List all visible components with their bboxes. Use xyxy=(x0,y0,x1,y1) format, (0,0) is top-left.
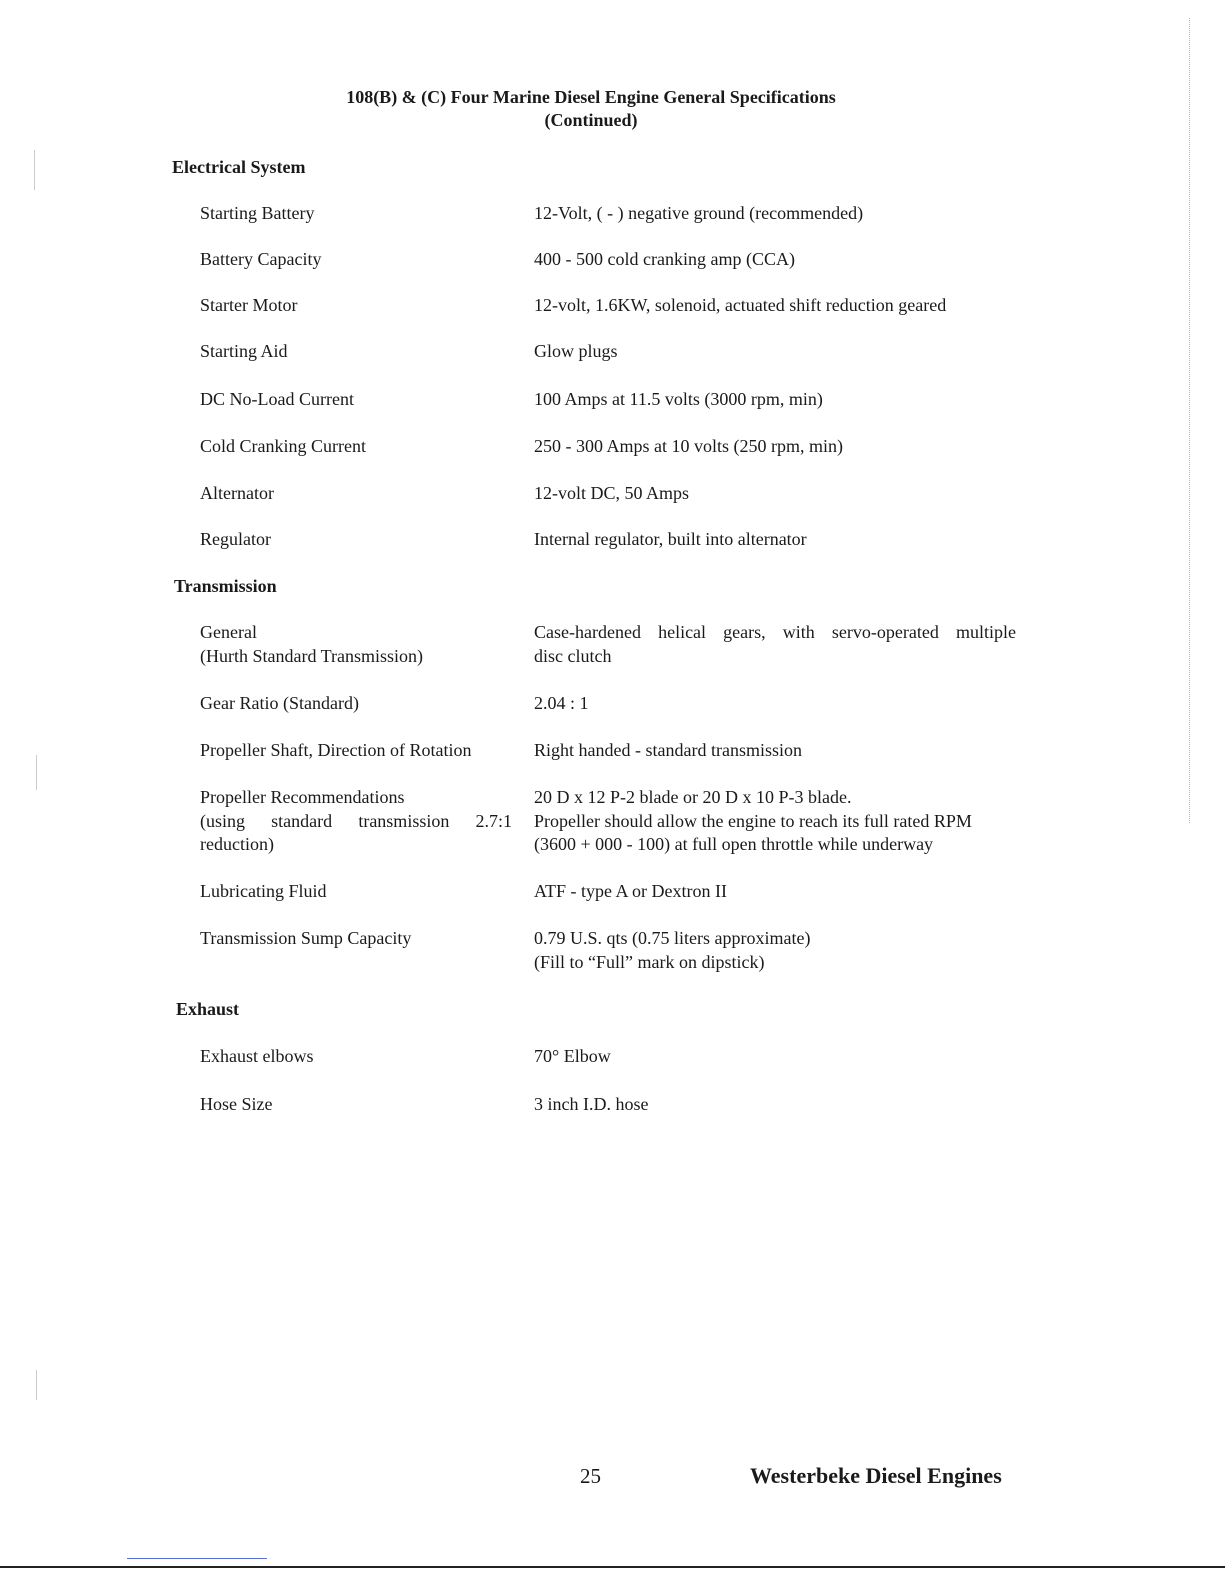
spec-label: Propeller Shaft, Direction of Rotation xyxy=(200,740,472,760)
spec-value-line: disc clutch xyxy=(534,645,612,666)
scan-edge-line xyxy=(1189,18,1191,823)
section-heading-electrical: Electrical System xyxy=(172,157,306,177)
spec-label: Hose Size xyxy=(200,1094,273,1114)
spec-value-line: (Fill to “Full” mark on dipstick) xyxy=(534,951,765,972)
spec-label: Transmission Sump Capacity xyxy=(200,928,412,948)
spec-label: Gear Ratio (Standard) xyxy=(200,693,359,713)
spec-value: 3 inch I.D. hose xyxy=(534,1094,649,1114)
spec-value-line: Propeller should allow the engine to reach its full rated RPM xyxy=(534,810,972,831)
section-heading-exhaust: Exhaust xyxy=(176,999,240,1019)
section-heading-transmission: Transmission xyxy=(174,576,277,596)
spec-label: Alternator xyxy=(200,483,274,503)
spec-label xyxy=(200,621,502,668)
spec-value xyxy=(534,786,1016,857)
scan-mark xyxy=(36,755,37,790)
spec-label: Starter Motor xyxy=(200,295,298,315)
spec-label-line: General xyxy=(200,622,257,642)
spec-label: DC No-Load Current xyxy=(200,389,354,409)
spec-label-line: (Hurth Standard Transmission) xyxy=(200,645,424,666)
spec-value: Right handed - standard transmission xyxy=(534,740,802,760)
spec-label: Starting Aid xyxy=(200,341,288,361)
spec-value-line: Case-hardened helical gears, with servo-operated multiple xyxy=(534,622,1016,642)
page-bottom-rule xyxy=(0,1566,1225,1568)
scan-mark xyxy=(36,1370,37,1400)
link-underline xyxy=(127,1558,267,1559)
spec-value-line: 0.79 U.S. qts (0.75 liters approximate) xyxy=(534,928,811,948)
spec-label: Regulator xyxy=(200,529,271,549)
spec-value: 100 Amps at 11.5 volts (3000 rpm, min) xyxy=(534,389,823,409)
spec-value: 2.04 : 1 xyxy=(534,693,589,713)
spec-label xyxy=(200,786,512,857)
scan-mark xyxy=(34,150,35,190)
spec-value: Glow plugs xyxy=(534,341,618,361)
page-number: 25 xyxy=(580,1464,601,1488)
spec-label: Exhaust elbows xyxy=(200,1046,314,1066)
footer-brand: Westerbeke Diesel Engines xyxy=(750,1463,1002,1488)
spec-label-line: (using standard transmission 2.7:1 xyxy=(200,810,512,831)
spec-value: ATF - type A or Dextron II xyxy=(534,881,727,901)
spec-label-line: reduction) xyxy=(200,834,274,854)
page-subtitle: (Continued) xyxy=(544,110,638,130)
spec-value: 12-Volt, ( - ) negative ground (recommended) xyxy=(534,203,864,223)
spec-label: Cold Cranking Current xyxy=(200,436,366,456)
spec-label: Starting Battery xyxy=(200,203,315,223)
spec-label: Battery Capacity xyxy=(200,249,322,269)
spec-value xyxy=(534,621,1016,668)
spec-label-line: Propeller Recommendations xyxy=(200,787,405,807)
spec-value-line: 20 D x 12 P-2 blade or 20 D x 10 P-3 blade. xyxy=(534,787,852,807)
spec-value-line: (3600 + 000 - 100) at full open throttle while underway xyxy=(534,834,934,854)
spec-value xyxy=(534,927,1016,974)
spec-value: 12-volt, 1.6KW, solenoid, actuated shift reduction geared xyxy=(534,295,947,315)
page-title: 108(B) & (C) Four Marine Diesel Engine General Specifications xyxy=(346,87,836,107)
spec-value: Internal regulator, built into alternator xyxy=(534,529,807,549)
spec-value: 400 - 500 cold cranking amp (CCA) xyxy=(534,249,795,269)
spec-value: 70° Elbow xyxy=(534,1046,611,1066)
spec-label: Lubricating Fluid xyxy=(200,881,327,901)
spec-value: 250 - 300 Amps at 10 volts (250 rpm, min) xyxy=(534,436,843,456)
spec-value: 12-volt DC, 50 Amps xyxy=(534,483,690,503)
